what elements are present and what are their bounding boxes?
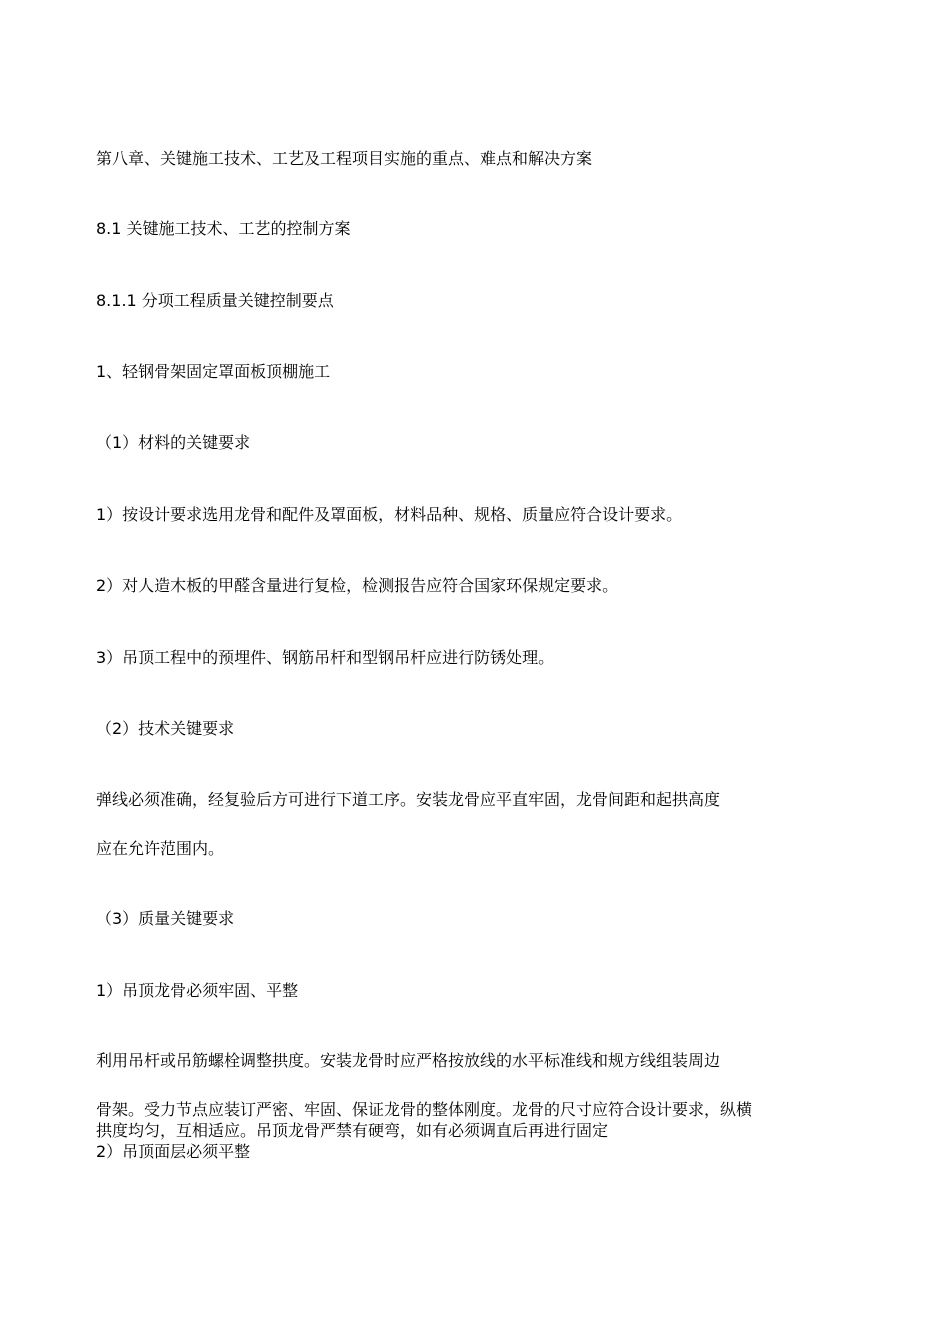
subitem-heading-technical: （2）技术关键要求	[96, 719, 235, 738]
section-heading: 8.1 关键施工技术、工艺的控制方案	[96, 219, 351, 238]
paragraph-quality-line-1: 利用吊杆或吊筋螺栓调整拱度。安装龙骨时应严格按放线的水平标准线和规方线组装周边	[96, 1051, 721, 1070]
subitem-heading-quality: （3）质量关键要求	[96, 909, 235, 928]
subitem-heading-materials: （1）材料的关键要求	[96, 433, 251, 452]
paragraph-quality-1-heading: 1）吊顶龙骨必须牢固、平整	[96, 981, 299, 1000]
chapter-heading: 第八章、关键施工技术、工艺及工程项目实施的重点、难点和解决方案	[96, 149, 593, 168]
subsection-heading: 8.1.1 分项工程质量关键控制要点	[96, 291, 334, 310]
paragraph-quality-2-heading: 2）吊顶面层必须平整	[96, 1142, 251, 1161]
paragraph-technical-line-2: 应在允许范围内。	[96, 839, 225, 858]
paragraph-quality-line-3: 拱度均匀，互相适应。吊顶龙骨严禁有硬弯，如有必须调直后再进行固定	[96, 1121, 609, 1140]
paragraph-material-3: 3）吊顶工程中的预埋件、钢筋吊杆和型钢吊杆应进行防锈处理。	[96, 648, 555, 667]
paragraph-material-1: 1）按设计要求选用龙骨和配件及罩面板，材料品种、规格、质量应符合设计要求。	[96, 505, 683, 524]
item-heading: 1、轻钢骨架固定罩面板顶棚施工	[96, 362, 331, 381]
paragraph-material-2: 2）对人造木板的甲醛含量进行复检，检测报告应符合国家环保规定要求。	[96, 576, 619, 595]
paragraph-quality-line-2: 骨架。受力节点应装订严密、牢固、保证龙骨的整体刚度。龙骨的尺寸应符合设计要求，纵横	[96, 1100, 753, 1119]
paragraph-technical-line-1: 弹线必须准确，经复验后方可进行下道工序。安装龙骨应平直牢固，龙骨间距和起拱高度	[96, 790, 721, 809]
